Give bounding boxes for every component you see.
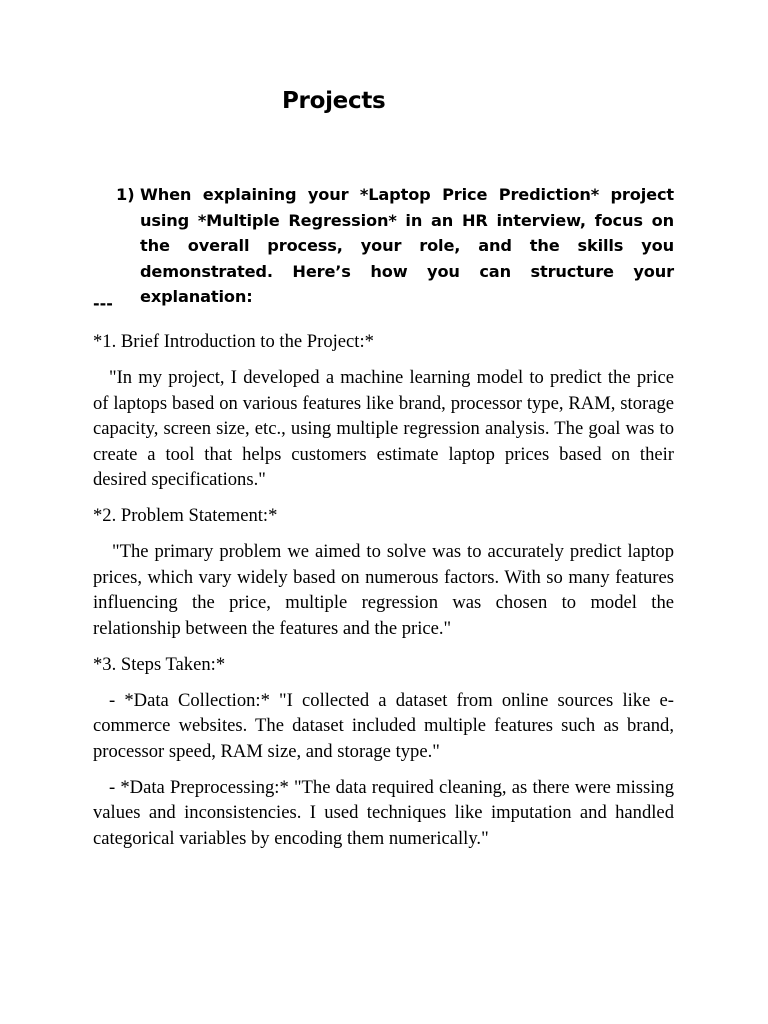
document-body (93, 329, 674, 862)
step-item-data-preprocessing: - *Data Preprocessing:* "The data required cleaning, as there were missing values and inconsistencies. I used techniques like imputation and handled categorical variables by encoding them numerically." (93, 776, 674, 849)
intro-text: When explaining your *Laptop Price Prediction* project using *Multiple Regression* in an HR interview, focus on the overall process, your role, and the skills you demonstrated. Here’s how you can structure your explanation: (140, 185, 674, 306)
divider: --- (93, 294, 113, 313)
list-number: 1) (116, 185, 135, 204)
section-body-problem-statement: "The primary problem we aimed to solve was to accurately predict laptop prices, which vary widely based on numerous factors. With so many features influencing the price, multiple regression was chosen to model the relationship between the features and the price." (93, 541, 674, 639)
section-heading-introduction: *1. Brief Introduction to the Project:* (93, 331, 374, 352)
section-body-introduction: "In my project, I developed a machine learning model to predict the price of laptops based on various features like brand, processor type, RAM, storage capacity, screen size, etc., using multiple regression analysis. The goal was to create a tool that helps customers estimate laptop prices based on their desired specifications." (93, 367, 674, 490)
section-heading-steps-taken: *3. Steps Taken:* (93, 653, 226, 675)
section-heading-problem-statement: *2. Problem Statement:* (93, 505, 278, 526)
step-item-data-collection: - *Data Collection:* "I collected a dataset from online sources like e-commerce websites. The dataset included multiple features such as brand, processor speed, RAM size, and storage type." (93, 689, 674, 762)
page-title: Projects (282, 88, 386, 114)
intro-list-item (116, 182, 674, 310)
